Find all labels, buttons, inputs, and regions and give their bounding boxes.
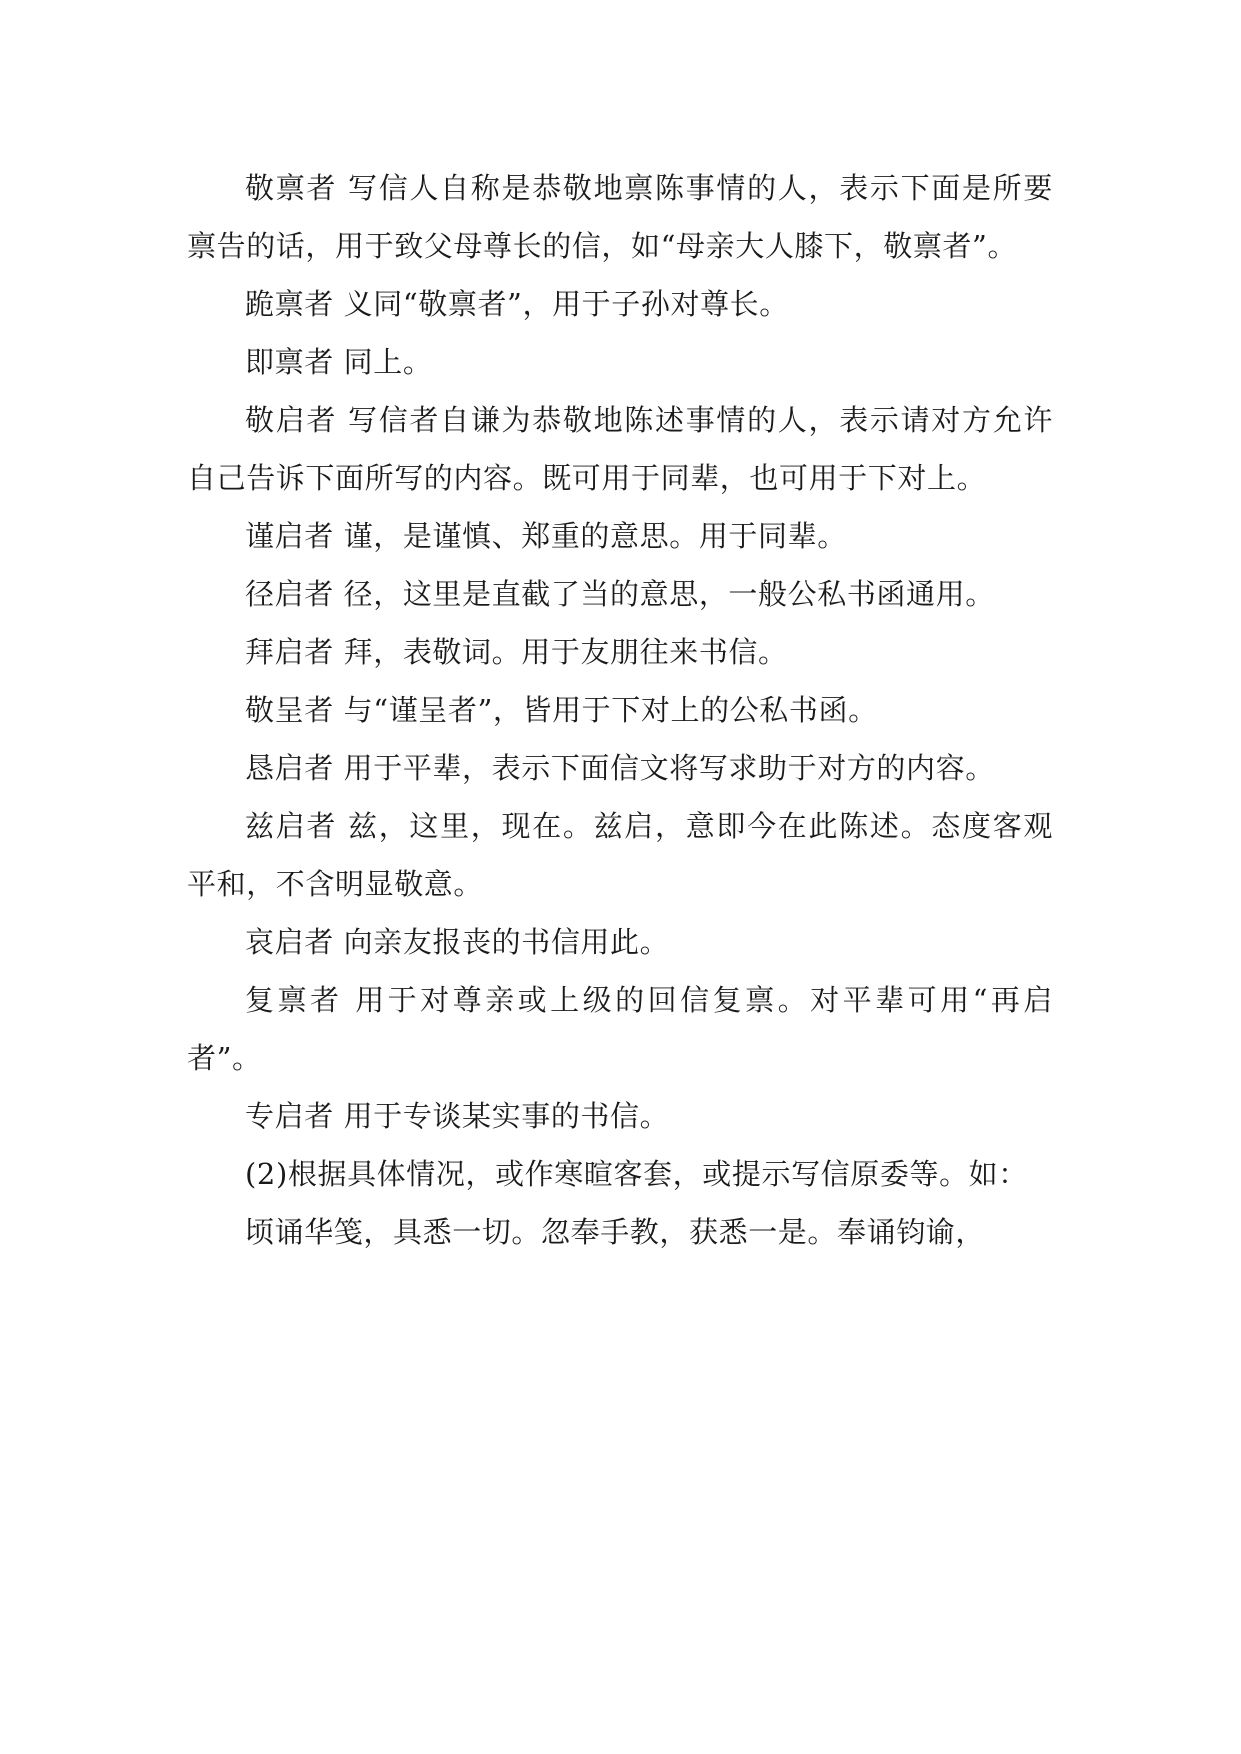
paragraph-kenqizhe: 恳启者 用于平辈，表示下面信文将写求助于对方的内容。: [245, 751, 995, 785]
paragraph-jingbingzhe: 敬禀者 写信人自称是恭敬地禀陈事情的人，表示下面是所要禀告的话，用于致父母尊长的信，如“母亲大人膝下，敬禀者”。: [187, 171, 1053, 263]
paragraph-jinqizhe: 谨启者 谨，是谨慎、郑重的意思。用于同辈。: [245, 519, 847, 553]
paragraph-aiqizhe: 哀启者 向亲友报丧的书信用此。: [245, 925, 670, 959]
paragraph-examples: 顷诵华笺，具悉一切。忽奉手教，获悉一是。奉诵钧谕，: [245, 1215, 986, 1249]
paragraph-jingqizhe: 敬启者 写信者自谦为恭敬地陈述事情的人，表示请对方允许自己告诉下面所写的内容。既可用于同辈，也可用于下对上。: [187, 403, 1053, 495]
paragraph-fubingzhe: 复禀者 用于对尊亲或上级的回信复禀。对平辈可用“再启者”。: [187, 983, 1053, 1075]
paragraph-jingchengzhe: 敬呈者 与“谨呈者”，皆用于下对上的公私书函。: [245, 693, 878, 727]
paragraph-ziqizhe: 兹启者 兹，这里，现在。兹启，意即今在此陈述。态度客观平和，不含明显敬意。: [187, 809, 1053, 901]
paragraph-guibingzhe: 跪禀者 义同“敬禀者”，用于子孙对尊长。: [245, 287, 789, 321]
paragraph-baiqizhe: 拜启者 拜，表敬词。用于友朋往来书信。: [245, 635, 788, 669]
paragraph-jingqizhe-direct: 径启者 径，这里是直截了当的意思，一般公私书函通用。: [245, 577, 995, 611]
document-body: [187, 159, 1053, 1261]
paragraph-section-2: (2)根据具体情况，或作寒暄客套，或提示写信原委等。如：: [245, 1157, 1028, 1191]
paragraph-jibingzhe: 即禀者 同上。: [245, 345, 433, 379]
paragraph-zhuanqizhe: 专启者 用于专谈某实事的书信。: [245, 1099, 670, 1133]
